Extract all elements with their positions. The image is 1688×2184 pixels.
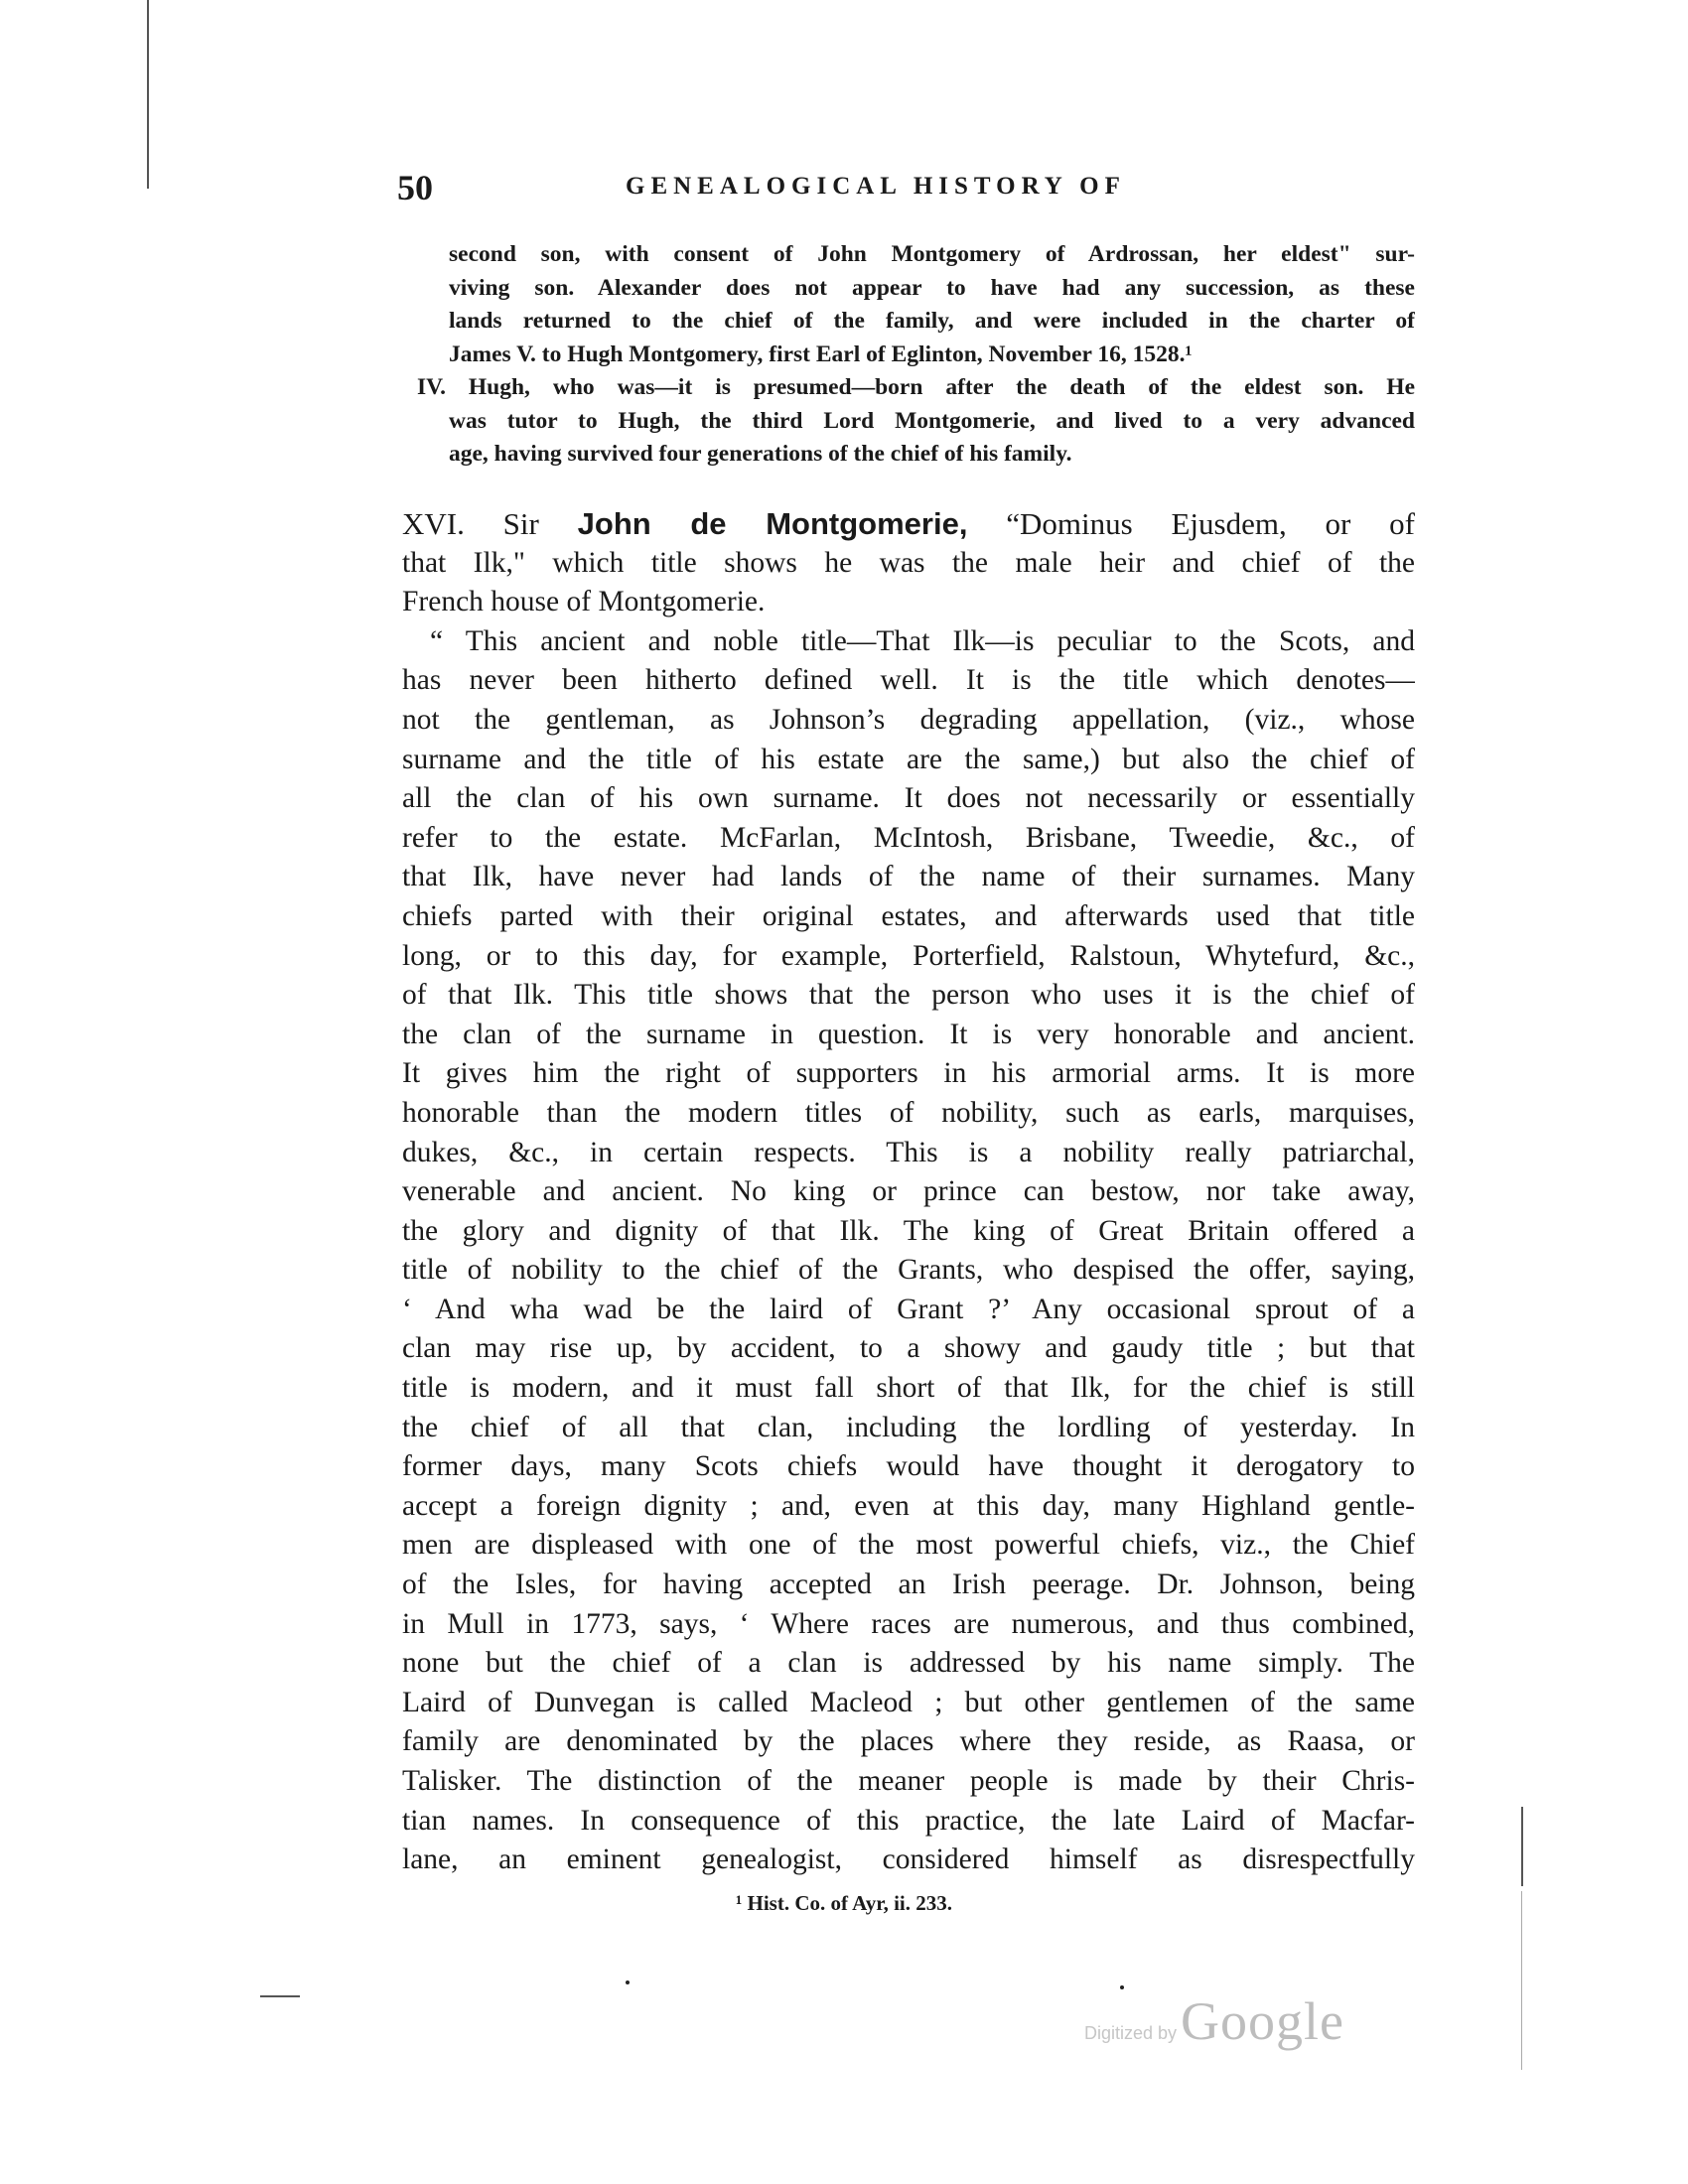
main-line: surname and the title of his estate are the same,) but also the chief of [402, 743, 1415, 775]
main-line: title is modern, and it must fall short of that Ilk, for the chief is still [402, 1372, 1415, 1405]
scan-edge-line-right-lower [1521, 1891, 1522, 2070]
scan-edge-dash [260, 1995, 300, 1997]
small-line: IV. Hugh, who was—it is presumed—born after the death of the eldest son. He [417, 374, 1415, 400]
main-line: “ This ancient and noble title—That Ilk—is peculiar to the Scots, and [430, 624, 1415, 657]
main-text [402, 504, 1415, 1880]
main-line: in Mull in 1773, says, ‘ Where races are numerous, and thus combined, [402, 1607, 1415, 1640]
scan-speck [1120, 1985, 1124, 1989]
footnote: ¹ Hist. Co. of Ayr, ii. 233. [735, 1891, 953, 1915]
main-line: former days, many Scots chiefs would have thought it derogatory to [402, 1450, 1415, 1483]
main-line: honorable than the modern titles of nobility, such as earls, marquises, [402, 1096, 1415, 1129]
main-line: that Ilk," which title shows he was the male heir and chief of the [402, 546, 1415, 579]
main-line: none but the chief of a clan is addressed by his name simply. The [402, 1647, 1415, 1680]
main-line: of that Ilk. This title shows that the person who uses it is the chief of [402, 979, 1415, 1012]
small-line: was tutor to Hugh, the third Lord Montgomerie, and lived to a very advanced [449, 407, 1415, 434]
main-line: chiefs parted with their original estates, and afterwards used that title [402, 899, 1415, 932]
main-line: the glory and dignity of that Ilk. The king of Great Britain offered a [402, 1214, 1415, 1247]
small-line: lands returned to the chief of the family, and were included in the charter of [449, 308, 1415, 334]
main-line: family are denominated by the places where they reside, as Raasa, or [402, 1725, 1415, 1758]
heading-rest: “Dominus Ejusdem, or of [967, 506, 1415, 541]
main-line: accept a foreign dignity ; and, even at this day, many Highland gentle- [402, 1489, 1415, 1522]
main-line: lane, an eminent genealogist, considered himself as disrespectfully [402, 1843, 1415, 1876]
section-heading [402, 504, 1415, 544]
main-line: that Ilk, have never had lands of the name of their surnames. Many [402, 861, 1415, 893]
small-line: James V. to Hugh Montgomery, first Earl of Eglinton, November 16, 1528.¹ [449, 341, 1193, 367]
main-line: French house of Montgomerie. [402, 586, 766, 618]
main-line: has never been hitherto defined well. It is the title which denotes— [402, 664, 1415, 697]
main-line: refer to the estate. McFarlan, McIntosh, Brisbane, Tweedie, &c., of [402, 821, 1415, 854]
scan-edge-line-left-lower [147, 109, 148, 169]
small-line: second son, with consent of John Montgomery of Ardrossan, her eldest" sur- [449, 241, 1415, 267]
main-line: long, or to this day, for example, Porterfield, Ralstoun, Whytefurd, &c., [402, 939, 1415, 972]
main-line: tian names. In consequence of this practice, the late Laird of Macfar- [402, 1804, 1415, 1837]
running-title: GENEALOGICAL HISTORY OF [626, 173, 1126, 200]
main-line: Laird of Dunvegan is called Macleod ; but other gentlemen of the same [402, 1686, 1415, 1718]
main-line: men are displeased with one of the most powerful chiefs, viz., the Chief [402, 1529, 1415, 1562]
main-line: dukes, &c., in certain respects. This is a nobility really patriarchal, [402, 1136, 1415, 1168]
heading-name: John de Montgomerie, [577, 506, 968, 541]
main-line: the clan of the surname in question. It is very honorable and ancient. [402, 1018, 1415, 1050]
page-header [397, 167, 1415, 216]
main-line: all the clan of his own surname. It does not necessarily or essentially [402, 782, 1415, 815]
digitized-by-text: Digitized by [1084, 2023, 1178, 2043]
scan-speck [626, 1980, 630, 1984]
main-line: clan may rise up, by accident, to a showy and gaudy title ; but that [402, 1332, 1415, 1365]
main-line: venerable and ancient. No king or prince can bestow, nor take away, [402, 1175, 1415, 1208]
main-line: ‘ And wha wad be the laird of Grant ?’ Any occasional sprout of a [402, 1293, 1415, 1325]
main-line: Talisker. The distinction of the meaner people is made by their Chris- [402, 1765, 1415, 1797]
google-logo: Google [1181, 1991, 1345, 2051]
main-line: title of nobility to the chief of the Grants, who despised the offer, saying, [402, 1254, 1415, 1287]
scan-edge-line-right [1521, 1807, 1523, 1886]
main-line: not the gentleman, as Johnson’s degrading appellation, (viz., whose [402, 703, 1415, 736]
digitized-watermark [1084, 1990, 1344, 2052]
main-line: of the Isles, for having accepted an Irish peerage. Dr. Johnson, being [402, 1569, 1415, 1601]
main-line: the chief of all that clan, including the lordling of yesterday. In [402, 1411, 1415, 1443]
continuation-paragraph [417, 238, 1415, 472]
heading-numeral: XVI. Sir [402, 506, 578, 541]
main-line: It gives him the right of supporters in his armorial arms. It is more [402, 1057, 1415, 1090]
page-number: 50 [397, 168, 433, 207]
small-line: age, having survived four generations of the chief of his family. [449, 441, 1072, 467]
small-line: viving son. Alexander does not appear to have had any succession, as these [449, 274, 1415, 301]
